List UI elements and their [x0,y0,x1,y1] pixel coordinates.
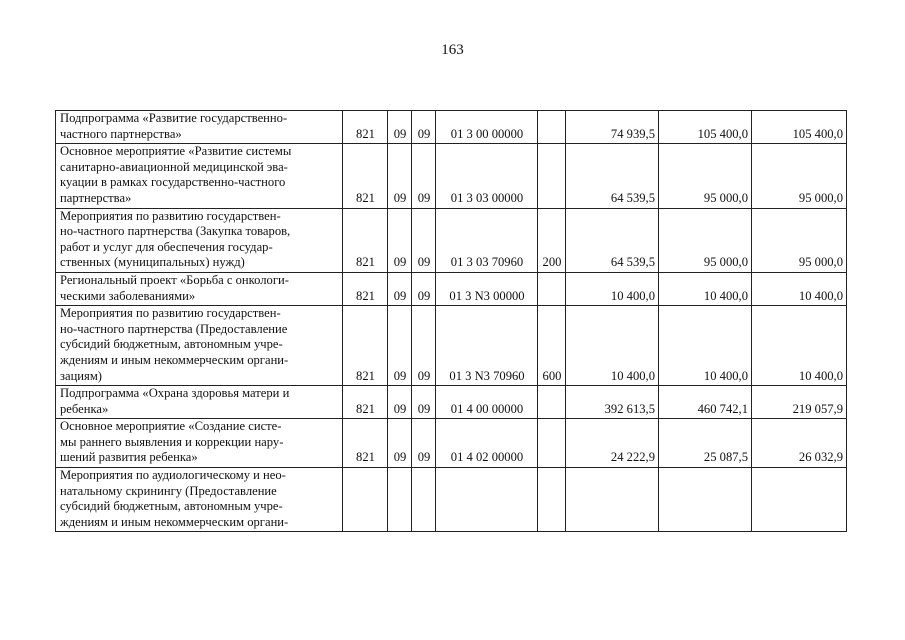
item-name-line: Подпрограмма «Развитие государственно- [60,111,288,125]
section-code-cell: 09 [388,144,412,208]
subsection-code-cell: 09 [412,111,436,144]
ministry-code-cell [343,468,388,532]
item-name-cell [56,468,343,532]
section-code-cell: 09 [388,419,412,468]
amount-year3-cell: 105 400,0 [752,111,847,144]
subsection-code-cell: 09 [412,272,436,305]
subsection-code-cell [412,468,436,532]
item-name-line: но-частного партнерства (Предоставление [60,321,288,336]
item-name-line: Мероприятия по развитию государствен- [60,208,281,223]
item-name-line: Мероприятия по аудиологическому и нео- [60,468,286,483]
table-row [56,306,847,386]
amount-year2-cell: 460 742,1 [659,386,752,419]
ministry-code-cell: 821 [343,144,388,208]
amount-year1-cell: 10 400,0 [566,272,659,305]
expense-kind-cell [538,144,566,208]
table-row [56,386,847,419]
subsection-code-cell: 09 [412,144,436,208]
amount-year1-cell [566,468,659,532]
item-name-line: ребенка» [60,401,109,416]
amount-year1-cell: 64 539,5 [566,208,659,272]
target-article-cell [436,468,538,532]
item-name-line: партнерства» [60,190,132,205]
amount-year2-cell: 10 400,0 [659,306,752,386]
expense-kind-cell: 600 [538,306,566,386]
item-name-line: субсидий бюджетным, автономным учре- [60,499,283,514]
item-name-line: частного партнерства» [60,126,182,141]
expense-kind-cell [538,386,566,419]
item-name-line: Региональный проект «Борьба с онкологи- [60,272,289,287]
section-code-cell: 09 [388,386,412,419]
budget-table [55,110,847,532]
item-name-line: Мероприятия по развитию государствен- [60,306,281,321]
item-name-line: ждениям и иным некоммерческим органи- [60,352,289,367]
subsection-code-cell: 09 [412,386,436,419]
item-name-line: субсидий бюджетным, автономным учре- [60,337,283,352]
table-row [56,144,847,208]
item-name-line: ческими заболеваниями» [60,288,196,303]
amount-year3-cell: 26 032,9 [752,419,847,468]
item-name-line: мы раннего выявления и коррекции нару- [60,434,284,449]
page-number: 163 [441,42,464,58]
item-name-cell [56,208,343,272]
ministry-code-cell: 821 [343,272,388,305]
amount-year3-cell: 95 000,0 [752,208,847,272]
amount-year1-cell: 392 613,5 [566,386,659,419]
ministry-code-cell: 821 [343,306,388,386]
amount-year2-cell: 10 400,0 [659,272,752,305]
budget-table-body [56,111,847,532]
amount-year1-cell: 24 222,9 [566,419,659,468]
section-code-cell: 09 [388,111,412,144]
amount-year3-cell [752,468,847,532]
item-name-cell [56,144,343,208]
item-name-cell [56,111,343,144]
item-name-line: ственных (муниципальных) нужд) [60,255,245,270]
amount-year2-cell [659,468,752,532]
amount-year3-cell: 219 057,9 [752,386,847,419]
target-article-cell: 01 3 N3 00000 [436,272,538,305]
item-name-line: санитарно-авиационной медицинской эва- [60,159,288,174]
subsection-code-cell: 09 [412,419,436,468]
target-article-cell: 01 3 N3 70960 [436,306,538,386]
expense-kind-cell [538,419,566,468]
item-name-cell [56,272,343,305]
amount-year1-cell: 74 939,5 [566,111,659,144]
amount-year2-cell: 95 000,0 [659,208,752,272]
item-name-line: работ и услуг для обеспечения государ- [60,239,273,254]
item-name-line: шений развития ребенка» [60,450,198,465]
ministry-code-cell: 821 [343,419,388,468]
section-code-cell [388,468,412,532]
target-article-cell: 01 3 03 00000 [436,144,538,208]
amount-year2-cell: 25 087,5 [659,419,752,468]
target-article-cell: 01 4 02 00000 [436,419,538,468]
amount-year3-cell: 10 400,0 [752,272,847,305]
amount-year3-cell: 10 400,0 [752,306,847,386]
table-row [56,419,847,468]
expense-kind-cell [538,272,566,305]
expense-kind-cell: 200 [538,208,566,272]
section-code-cell: 09 [388,272,412,305]
item-name-line: куации в рамках государственно-частного [60,175,286,190]
item-name-line: Основное мероприятие «Создание систе- [60,419,282,434]
subsection-code-cell: 09 [412,306,436,386]
amount-year1-cell: 10 400,0 [566,306,659,386]
table-row [56,111,847,144]
amount-year2-cell: 95 000,0 [659,144,752,208]
item-name-cell [56,419,343,468]
target-article-cell: 01 4 00 00000 [436,386,538,419]
item-name-line: Основное мероприятие «Развитие системы [60,144,292,159]
item-name-cell [56,386,343,419]
item-name-cell [56,306,343,386]
table-row [56,468,847,532]
table-row [56,272,847,305]
expense-kind-cell [538,111,566,144]
table-row [56,208,847,272]
item-name-line: Подпрограмма «Охрана здоровья матери и [60,386,290,401]
subsection-code-cell: 09 [412,208,436,272]
target-article-cell: 01 3 03 70960 [436,208,538,272]
item-name-line: но-частного партнерства (Закупка товаров, [60,224,291,239]
ministry-code-cell: 821 [343,386,388,419]
ministry-code-cell: 821 [343,111,388,144]
amount-year2-cell: 105 400,0 [659,111,752,144]
amount-year1-cell: 64 539,5 [566,144,659,208]
section-code-cell: 09 [388,208,412,272]
amount-year3-cell: 95 000,0 [752,144,847,208]
item-name-line: натальному скринингу (Предоставление [60,483,277,498]
section-code-cell: 09 [388,306,412,386]
item-name-line: ждениям и иным некоммерческим органи- [60,514,289,529]
target-article-cell: 01 3 00 00000 [436,111,538,144]
item-name-line: зациям) [60,368,102,383]
expense-kind-cell [538,468,566,532]
ministry-code-cell: 821 [343,208,388,272]
